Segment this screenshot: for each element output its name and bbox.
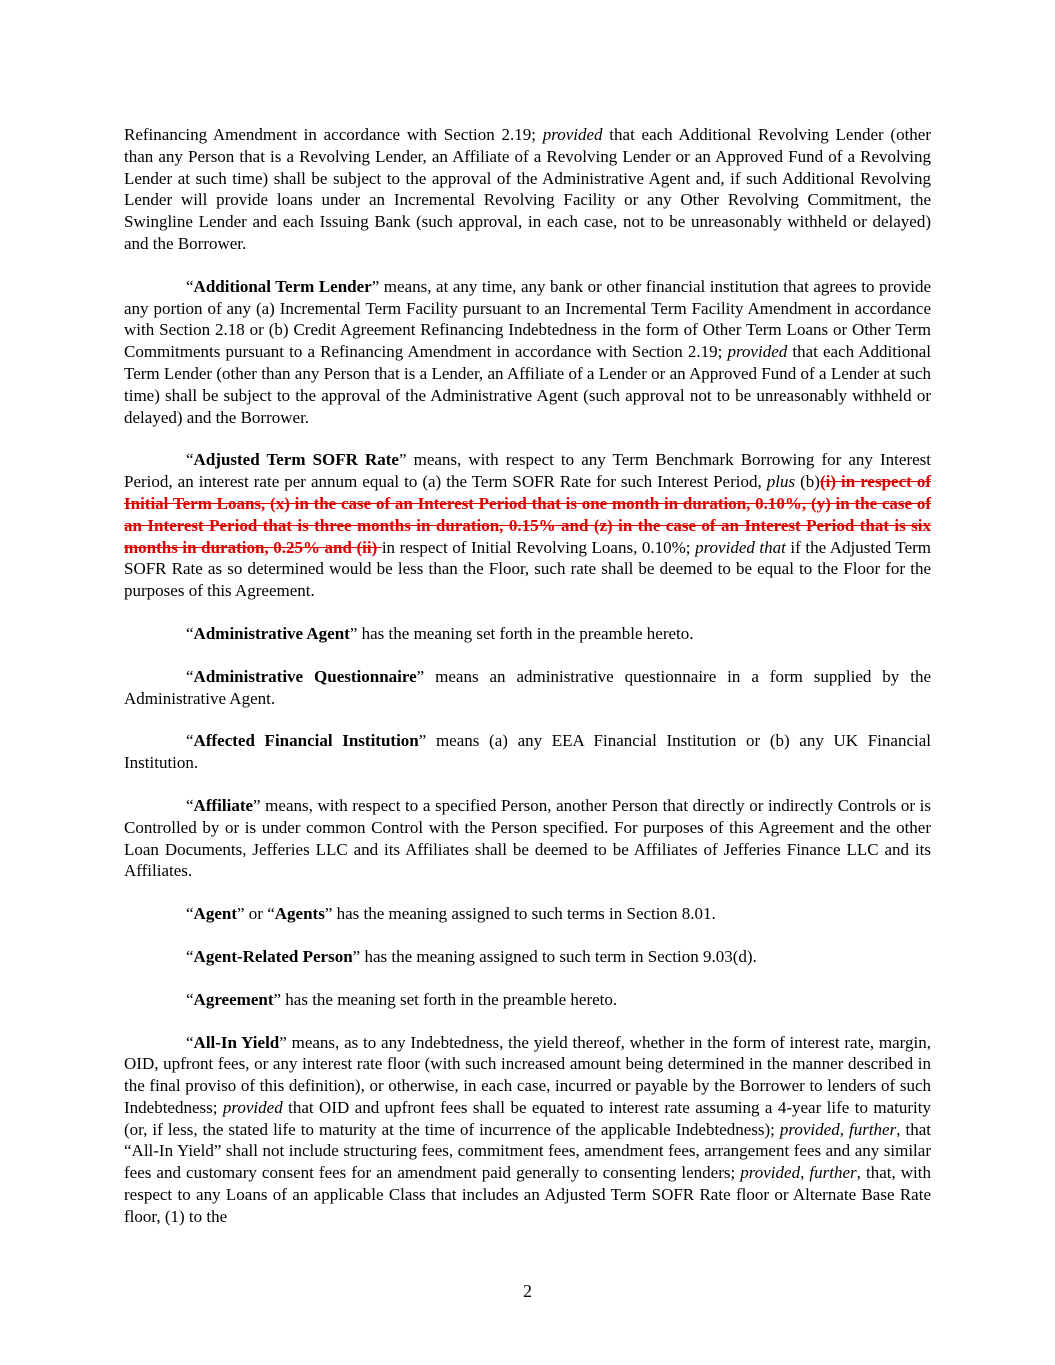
defined-term: Agent-Related Person — [193, 946, 353, 966]
body-text: “ — [186, 904, 194, 924]
italic-text: provided — [740, 1163, 801, 1183]
defined-term: Affiliate — [193, 795, 254, 815]
definition-paragraph — [124, 903, 931, 925]
italic-text: provided — [222, 1097, 283, 1117]
defined-term: Agreement — [193, 989, 274, 1009]
body-text: , — [800, 1163, 810, 1183]
definition-paragraph — [124, 1032, 931, 1228]
defined-term: Additional Term Lender — [193, 276, 372, 296]
body-text: in respect of Initial Revolving Loans, 0.10%; — [381, 537, 696, 557]
body-text: ” means, with respect to a specified Person, another Person that directly or indirectly Controls or is Controlled by or is under common Control with the Person specified. For purposes of this Agreement and the other Loan Documents, Jefferies LLC and its Affiliates shall be deemed to be Affiliates of Jefferies Finance LLC and its Affiliates. — [124, 795, 931, 881]
body-text: , that “All-In Yield” shall not include structuring fees, commitment fees, amendment fees, arrangement fees and any similar fees and customary consent fees for an amendment paid generally to consenting lenders; — [124, 1119, 932, 1183]
body-text: ” has the meaning assigned to such terms in Section 8.01. — [324, 904, 716, 924]
defined-term: Affected Financial Institution — [193, 731, 419, 751]
definition-paragraph — [124, 989, 931, 1011]
italic-text: provided — [779, 1119, 840, 1139]
defined-term: All-In Yield — [193, 1032, 280, 1052]
body-text: ” means an administrative questionnaire in a form supplied by the Administrative Agent. — [124, 666, 932, 708]
italic-text: provided — [542, 125, 603, 144]
definition-paragraph — [124, 623, 931, 645]
page-number: 2 — [523, 1281, 532, 1301]
body-text: “ — [186, 989, 194, 1009]
body-text: “ — [186, 666, 194, 686]
body-text: “ — [186, 450, 194, 470]
definition-paragraph — [124, 795, 931, 882]
definition-paragraph — [124, 946, 931, 968]
definition-paragraph — [124, 666, 931, 710]
body-text: ” or “ — [237, 904, 275, 924]
defined-term: Administrative Questionnaire — [193, 666, 417, 686]
body-text: “ — [186, 946, 194, 966]
body-text: ” means, with respect to any Term Benchmark Borrowing for any Interest Period, an interest rate per annum equal to (a) the Term SOFR Rate for such Interest Period, — [124, 450, 931, 492]
body-text: ” means, as to any Indebtedness, the yield thereof, whether in the form of interest rate, margin, OID, upfront fees, or any interest rate floor (with such increased amount being determined in the manner described in the final proviso of this definition), or otherwise, in each case, incurred or payable by the Borrower to lenders of such Indebtedness; — [124, 1032, 931, 1117]
definition-paragraph — [124, 276, 931, 429]
definition-paragraph — [124, 124, 931, 255]
italic-text: provided that — [695, 537, 786, 557]
body-text: ” has the meaning set forth in the preamble hereto. — [349, 623, 694, 643]
defined-term: Agent — [193, 904, 237, 924]
body-text: “ — [186, 1032, 194, 1052]
body-text: ” means (a) any EEA Financial Institution or (b) any UK Financial Institution. — [124, 731, 931, 773]
italic-text: provided — [727, 342, 788, 362]
body-text: “ — [186, 623, 194, 643]
defined-term: Administrative Agent — [193, 623, 350, 643]
deleted-text: (i) in respect of Initial Term Loans, (x) in the case of an Interest Period that is one month in duration, 0.10%, (y) in the case of an Interest Period that is three months in duration, 0.15% and (z) in the case of an Interest Period that is six months in duration, 0.25% and (ii) — [124, 472, 931, 557]
body-text: that each Additional Term Lender (other than any Person that is a Lender, an Affiliate of a Lender or an Approved Fund of a Lender at such time) shall be subject to the approval of the Administrative Agent (such approval not to be unreasonably withheld or delayed) and the Borrower. — [124, 342, 931, 427]
body-text: that OID and upfront fees shall be equated to interest rate assuming a 4-year life to maturity (or, if less, the stated life to maturity at the time of incurrence of the applicable Indebtedness); — [124, 1097, 931, 1139]
body-text: , that, with respect to any Loans of an applicable Class that includes an Adjusted Term SOFR Rate floor or Alternate Base Rate floor, (1) to the — [124, 1163, 932, 1226]
body-text: if the Adjusted Term SOFR Rate as so determined would be less than the Floor, such rate shall be deemed to be equal to the Floor for the purposes of this Agreement. — [124, 537, 932, 601]
definition-paragraph — [124, 449, 931, 602]
italic-text: plus — [766, 472, 796, 492]
body-text: ” means, at any time, any bank or other financial institution that agrees to provide any portion of any (a) Incremental Term Facility pursuant to an Incremental Term Facility Amendment in accordance with Section 2.18 or (b) Credit Agreement Refinancing Indebtedness in the form of Other Term Loans or Other Term Commitments pursuant to a Refinancing Amendment in accordance with Section 2.19; — [124, 276, 931, 362]
body-text: “ — [186, 276, 194, 296]
body-text: (b) — [795, 472, 820, 492]
italic-text: further — [809, 1163, 857, 1183]
body-text: Refinancing Amendment in accordance with Section 2.19; — [124, 125, 543, 144]
document-page — [124, 124, 931, 1249]
definition-paragraph — [124, 730, 931, 774]
body-text: “ — [186, 731, 194, 751]
body-text: ” has the meaning set forth in the preamble hereto. — [273, 989, 618, 1009]
defined-term: Agents — [274, 904, 325, 924]
italic-text: further — [849, 1119, 897, 1139]
defined-term: Adjusted Term SOFR Rate — [193, 450, 399, 470]
body-text: , — [839, 1119, 849, 1139]
body-text: ” has the meaning assigned to such term in Section 9.03(d). — [352, 946, 757, 966]
body-text: “ — [186, 795, 194, 815]
body-text: that each Additional Revolving Lender (other than any Person that is a Revolving Lender, an Affiliate of a Revolving Lender or an Approved Fund of a Revolving Lender at such time) shall be subject to the approval of the Administrative Agent and, if such Additional Revolving Lender will provide loans under an Incremental Revolving Facility or any Other Revolving Commitment, the Swingline Lender and each Issuing Bank (such approval, in each case, not to be unreasonably withheld or delayed) and the Borrower. — [124, 125, 931, 253]
